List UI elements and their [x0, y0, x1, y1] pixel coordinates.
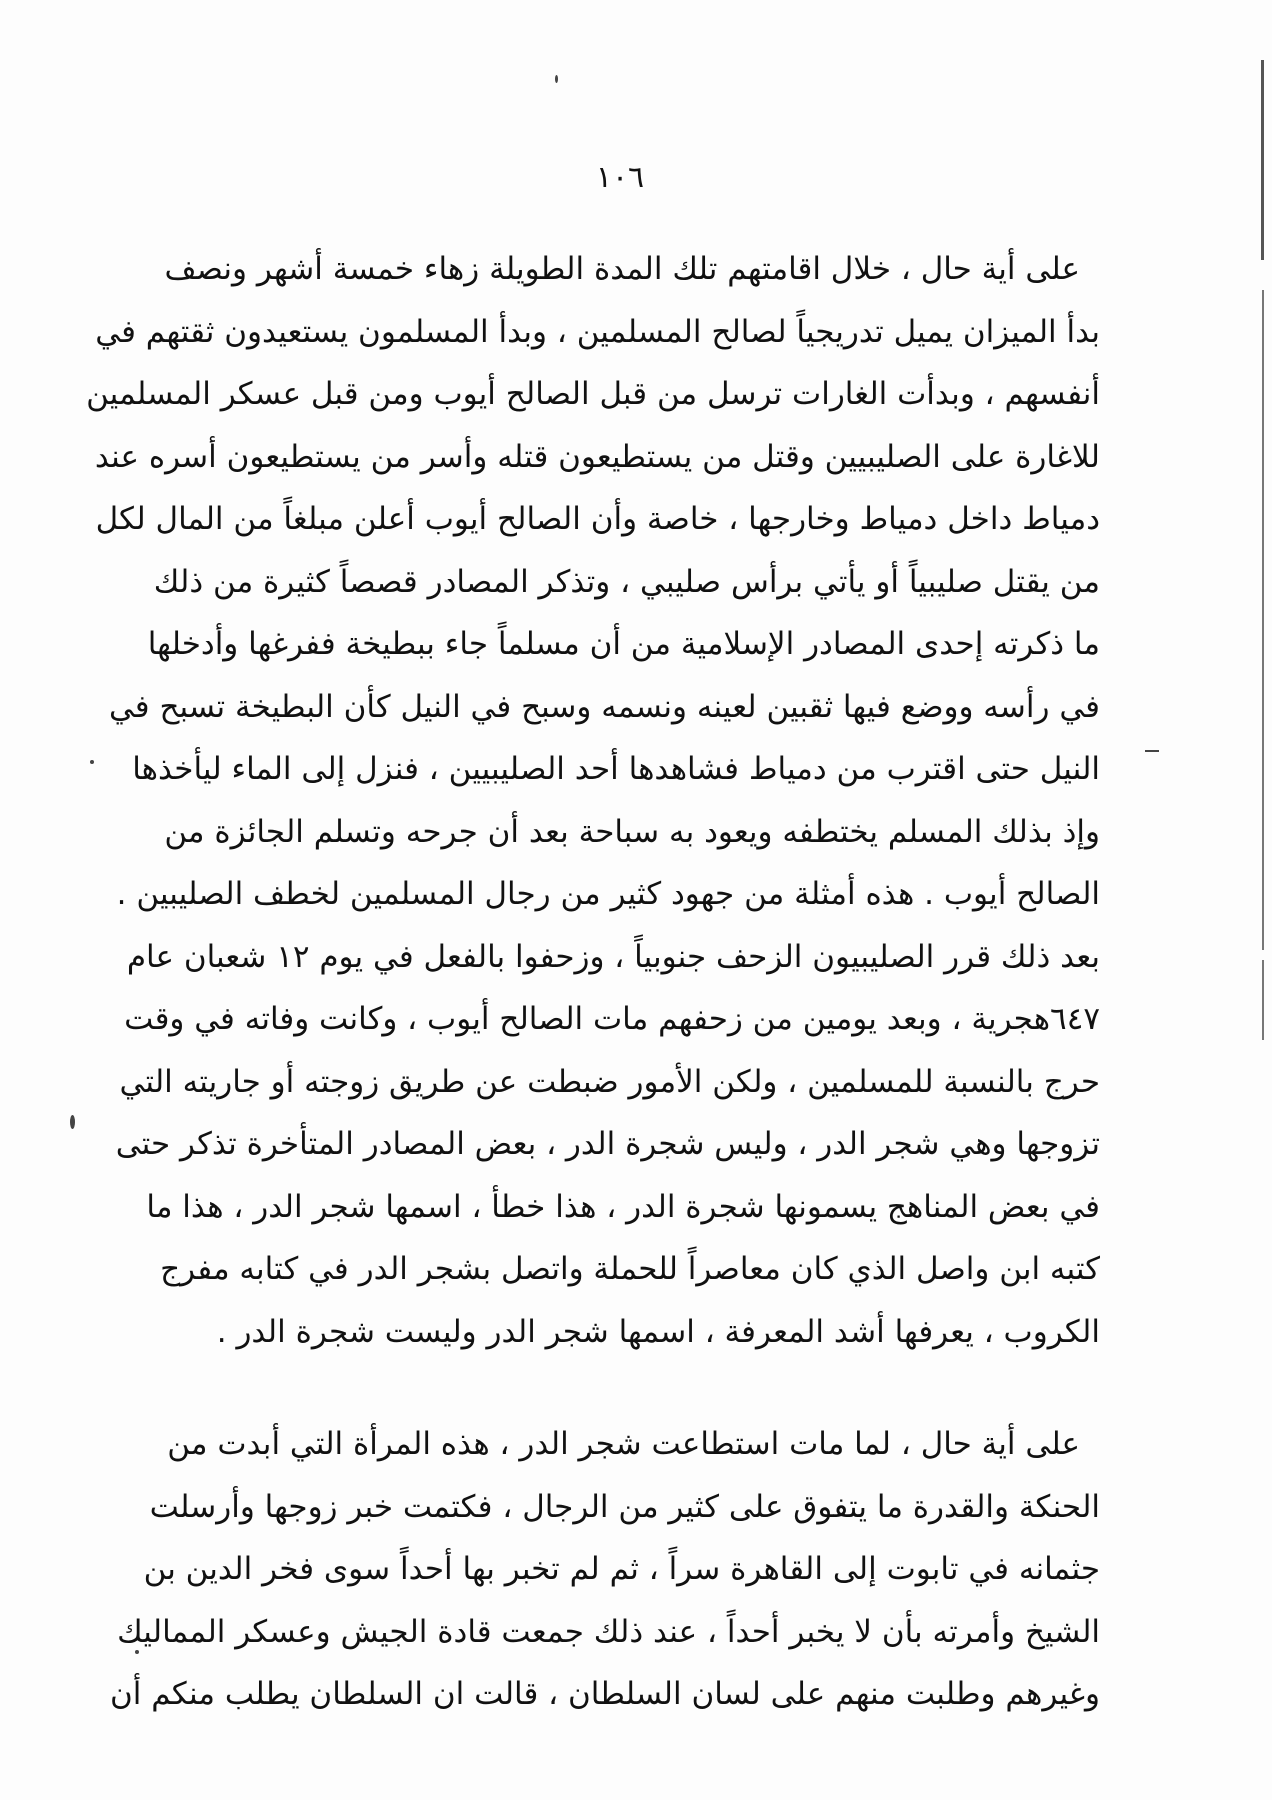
scan-edge-mark	[1262, 960, 1264, 1040]
text-line: كتبه ابن واصل الذي كان معاصراً للحملة واتصل بشجر الدر في كتابه مفرج	[160, 1251, 1100, 1287]
text-line: تزوجها وهي شجر الدر ، وليس شجرة الدر ، بعض المصادر المتأخرة تذكر حتى	[115, 1126, 1100, 1162]
scan-edge-mark	[1262, 290, 1264, 950]
scan-speck	[1145, 750, 1159, 752]
text-line: الحنكة والقدرة ما يتفوق على كثير من الرجال ، فكتمت خبر زوجها وأرسلت	[149, 1488, 1100, 1525]
text-line: في رأسه ووضع فيها ثقبين لعينه ونسمه وسبح في النيل كأن البطيخة تسبح في	[108, 688, 1100, 725]
text-line: الصالح أيوب . هذه أمثلة من جهود كثير من رجال المسلمين لخطف الصليبين .	[116, 876, 1100, 912]
text-line: وإذ بذلك المسلم يختطفه ويعود به سباحة بعد أن جرحه وتسلم الجائزة من	[164, 813, 1100, 850]
text-line: الكروب ، يعرفها أشد المعرفة ، اسمها شجر الدر وليست شجرة الدر .	[216, 1313, 1100, 1350]
text-line: بعد ذلك قرر الصليبيون الزحف جنوبياً ، وزحفوا بالفعل في يوم ١٢ شعبان عام	[126, 938, 1100, 975]
text-line: ما ذكرته إحدى المصادر الإسلامية من أن مسلماً جاء ببطيخة ففرغها وأدخلها	[147, 626, 1100, 662]
scan-speck	[555, 75, 558, 83]
text-line: من يقتل صليبياً أو يأتي برأس صليبي ، وتذكر المصادر قصصاً كثيرة من ذلك	[153, 563, 1100, 600]
text-line: للاغارة على الصليبيين وقتل من يستطيعون قتله وأسر من يستطيعون أسره عند	[94, 438, 1100, 475]
text-line: جثمانه في تابوت إلى القاهرة سراً ، ثم لم تخبر بها أحداً سوى فخر الدين بن	[143, 1551, 1100, 1587]
text-line: بدأ الميزان يميل تدريجياً لصالح المسلمين ، وبدأ المسلمون يستعيدون ثقتهم في	[95, 313, 1100, 350]
paragraph-1	[86, 238, 1100, 1363]
text-line: ٦٤٧هجرية ، وبعد يومين من زحفهم مات الصالح أيوب ، وكانت وفاته في وقت	[124, 1001, 1100, 1037]
text-line: دمياط داخل دمياط وخارجها ، خاصة وأن الصالح أيوب أعلن مبلغاً من المال لكل	[95, 501, 1100, 537]
paragraph-2	[110, 1413, 1100, 1726]
text-line: النيل حتى اقترب من دمياط فشاهدها أحد الصليبيين ، فنزل إلى الماء ليأخذها	[132, 751, 1100, 787]
text-line: على أية حال ، خلال اقامتهم تلك المدة الطويلة زهاء خمسة أشهر ونصف	[164, 251, 1080, 287]
text-line: وغيرهم وطلبت منهم على لسان السلطان ، قالت ان السلطان يطلب منكم أن	[110, 1676, 1100, 1712]
text-line: أنفسهم ، وبدأت الغارات ترسل من قبل الصالح أيوب ومن قبل عسكر المسلمين	[86, 376, 1100, 412]
text-line: في بعض المناهج يسمونها شجرة الدر ، هذا خطأ ، اسمها شجر الدر ، هذا ما	[146, 1188, 1100, 1225]
text-line: على أية حال ، لما مات استطاعت شجر الدر ، هذه المرأة التي أبدت من	[167, 1426, 1080, 1462]
scan-speck	[70, 1115, 75, 1129]
text-line: حرج بالنسبة للمسلمين ، ولكن الأمور ضبطت عن طريق زوجته أو جاريته التي	[119, 1063, 1100, 1100]
text-line: الشيخ وأمرته بأن لا يخبر أحداً ، عند ذلك جمعت قادة الجيش وعسكر المماليك	[117, 1613, 1100, 1650]
scan-edge-mark	[1261, 60, 1264, 260]
page-number: ١٠٦	[595, 160, 645, 195]
scan-speck	[90, 760, 94, 764]
